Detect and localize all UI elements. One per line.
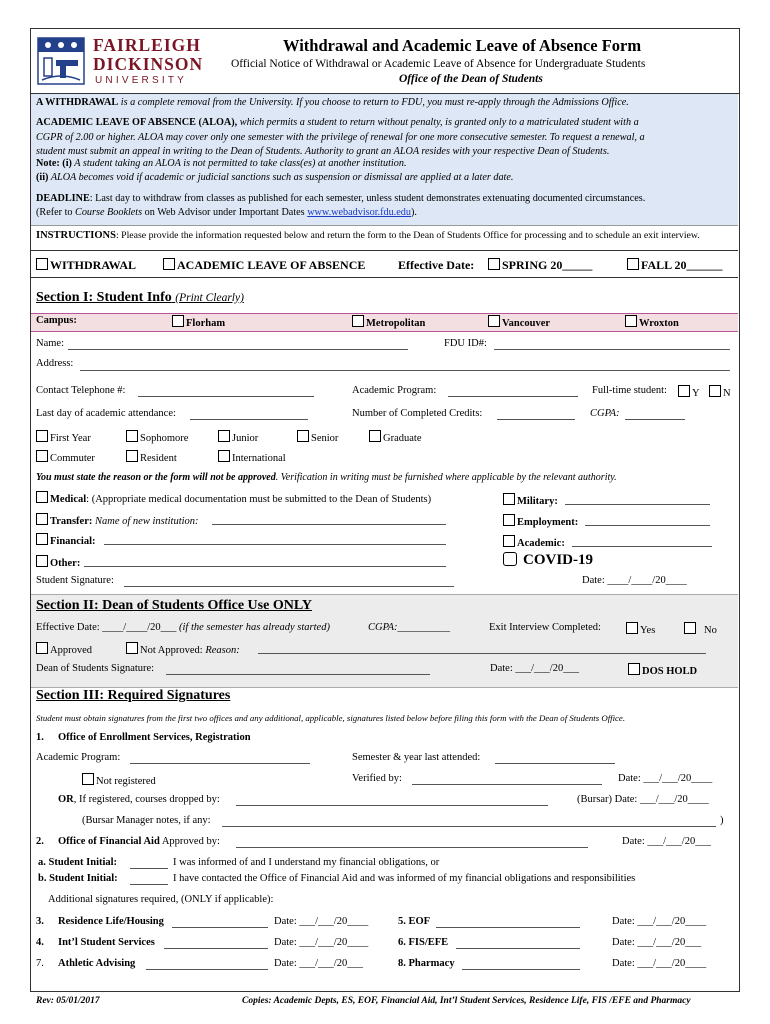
item1-number: 1. [36,732,44,743]
verified-field[interactable] [412,784,602,785]
transfer-checkbox[interactable] [36,513,48,525]
last-day-field[interactable] [190,419,308,420]
athletic-date[interactable]: Date: ___/___/20___ [274,958,363,969]
not-registered-checkbox[interactable] [82,773,94,785]
pharmacy-field[interactable] [462,969,580,970]
bursar-notes-close: ) [720,815,724,826]
residence-label: Residence Life/Housing [58,916,164,927]
effective-date-field[interactable]: Effective Date: ____/____/20___ (if the semester has already started) [36,622,330,633]
medical-option[interactable]: Medical: (Appropriate medical documentation must be submitted to the Dean of Students) [36,491,431,505]
student-signature-label: Student Signature: [36,575,114,586]
note-i: Note: (i) A student taking an ALOA is not permitted to take class(es) at another institution. [36,158,407,169]
student-signature-date[interactable]: Date: ____/____/20____ [582,575,687,586]
fis-efe-date[interactable]: Date: ___/___/20___ [612,937,701,948]
fdu-logo [36,36,86,91]
student-signature-field[interactable] [124,586,454,587]
copies-distribution: Copies: Academic Depts, ES, EOF, Financial Aid, Int’l Student Services, Residence Life, FIS /EFE and Pharmacy [242,996,691,1006]
credits-label: Number of Completed Credits: [352,408,483,419]
wroxton-option[interactable]: Wroxton [625,315,679,329]
revision-date: Rev: 05/01/2017 [36,996,100,1006]
dean-signature-field[interactable] [166,674,430,675]
fulltime-no[interactable]: N [709,385,731,399]
last-day-label: Last day of academic attendance: [36,408,176,419]
bursar-date[interactable]: (Bursar) Date: ___/___/20____ [577,794,709,805]
employment-field[interactable] [585,525,710,526]
cgpa-label: CGPA: [590,408,620,419]
address-label: Address: [36,358,74,369]
aloa-option[interactable]: ACADEMIC LEAVE OF ABSENCE [163,258,365,273]
junior-option[interactable]: Junior [218,430,258,444]
section2-title: Section II: Dean of Students Office Use ONLY [36,598,312,613]
financial-aid-approval-field[interactable] [236,847,588,848]
s3-academic-program-field[interactable] [130,763,310,764]
additional-signatures-label: Additional signatures required, (ONLY if applicable): [48,894,274,905]
form-subtitle: Official Notice of Withdrawal or Academic Leave of Absence for Undergraduate Students [231,58,646,70]
fulltime-label: Full-time student: [592,385,667,396]
resident-option[interactable]: Resident [126,450,177,464]
phone-field[interactable] [138,396,314,397]
semester-field[interactable] [495,763,615,764]
fulltime-yes[interactable]: Y [678,385,700,399]
dean-signature-date[interactable]: Date: ___/___/20___ [490,663,579,674]
eof-date[interactable]: Date: ___/___/20____ [612,916,707,927]
covid-checkbox[interactable] [503,552,517,566]
logo-line2: DICKINSON [93,54,204,74]
military-checkbox[interactable] [503,493,515,505]
vancouver-option[interactable]: Vancouver [488,315,550,329]
instructions: INSTRUCTIONS: Please provide the information requested below and return the form to the Dean of Students Office for processing and to schedule an exit interview. [36,230,700,241]
financial-field[interactable] [104,544,446,545]
fdu-id-field[interactable] [494,349,730,350]
junior-checkbox[interactable] [218,430,230,442]
webadvisor-link[interactable]: www.webadvisor.fdu.edu [307,207,411,218]
deadline-text: DEADLINE: Last day to withdraw from classes as published for each semester, unless student demonstrates extenuating documented circumstances. [36,193,646,204]
verified-label: Verified by: [352,773,402,784]
fall-checkbox[interactable] [627,258,639,270]
not-registered-option[interactable]: Not registered [82,773,156,787]
florham-checkbox[interactable] [172,315,184,327]
program-field[interactable] [448,396,578,397]
exit-yes-option[interactable]: Yes [626,622,655,636]
name-field[interactable] [68,349,408,350]
office-cgpa-field[interactable]: CGPA:__________ [368,622,451,633]
fall-option[interactable]: FALL 20______ [627,258,722,273]
dos-hold-checkbox[interactable] [628,663,640,675]
fis-efe-field[interactable] [456,948,580,949]
effective-date-label: Effective Date: [398,258,475,272]
residence-date[interactable]: Date: ___/___/20____ [274,916,369,927]
approved-option[interactable]: Approved [36,642,92,656]
vancouver-checkbox[interactable] [488,315,500,327]
academic-field[interactable] [572,546,712,547]
sophomore-option[interactable]: Sophomore [126,430,188,444]
section3-title: Section III: Required Signatures [36,688,231,703]
section1-title: Section I: Student Info (Print Clearly) [36,290,244,305]
financial-option[interactable]: Financial: [36,533,96,547]
first-year-checkbox[interactable] [36,430,48,442]
logo-line1: FAIRLEIGH [93,35,201,55]
exit-no-option[interactable]: No [684,622,717,636]
academic-option[interactable]: Academic: [503,535,565,549]
withdrawal-option[interactable]: WITHDRAWAL [36,258,136,273]
metropolitan-option[interactable]: Metropolitan [352,315,425,329]
campus-label: Campus: [36,315,77,326]
wroxton-checkbox[interactable] [625,315,637,327]
eof-field[interactable] [436,927,580,928]
dos-hold-option[interactable]: DOS HOLD [628,663,697,677]
international-checkbox[interactable] [218,450,230,462]
exit-interview-label: Exit Interview Completed: [489,622,601,633]
divider [31,277,738,278]
item2-number: 2. [36,836,44,847]
aloa-checkbox[interactable] [163,258,175,270]
not-approved-checkbox[interactable] [126,642,138,654]
initial-a-text: I was informed of and I understand my financial obligations, or [173,857,440,868]
phone-label: Contact Telephone #: [36,385,126,396]
commuter-option[interactable]: Commuter [36,450,95,464]
initial-b-field[interactable] [130,884,168,885]
resident-checkbox[interactable] [126,450,138,462]
university-crest-icon [36,36,86,86]
intl-label: Int’l Student Services [58,937,155,948]
item4-number: 4. [36,937,44,948]
financial-aid-date[interactable]: Date: ___/___/20___ [622,836,711,847]
covid-option[interactable]: COVID-19 [503,552,593,569]
note-ii: (ii) ALOA becomes void if academic or judicial sanctions such as suspension or dismissal are applied at a later date. [36,172,514,183]
fulltime-yes-checkbox[interactable] [678,385,690,397]
initial-a-label: a. Student Initial: [38,857,118,868]
other-option[interactable]: Other: [36,555,80,569]
initial-a-field[interactable] [130,868,168,869]
divider [31,250,738,251]
intl-field[interactable] [164,948,268,949]
bursar-notes-label: (Bursar Manager notes, if any: [82,815,211,826]
exit-yes-checkbox[interactable] [626,622,638,634]
graduate-option[interactable]: Graduate [369,430,421,444]
senior-option[interactable]: Senior [297,430,338,444]
verified-date[interactable]: Date: ___/___/20____ [618,773,713,784]
other-checkbox[interactable] [36,555,48,567]
spring-checkbox[interactable] [488,258,500,270]
military-option[interactable]: Military: [503,493,558,507]
financial-checkbox[interactable] [36,533,48,545]
name-label: Name: [36,338,64,349]
not-approved-option[interactable]: Not Approved: Reason: [126,642,240,656]
item2-title: Office of Financial Aid Approved by: [58,836,220,847]
graduate-checkbox[interactable] [369,430,381,442]
semester-label: Semester & year last attended: [352,752,481,763]
fis-efe-label: 6. FIS/EFE [398,937,449,948]
address-field[interactable] [80,370,730,371]
sophomore-checkbox[interactable] [126,430,138,442]
logo-line3: UNIVERSITY [95,75,188,86]
credits-field[interactable] [497,419,575,420]
initial-b-text: I have contacted the Office of Financial Aid and was informed of my financial obligations and responsibilities [173,873,636,884]
eof-label: 5. EOF [398,916,431,927]
initial-b-label: b. Student Initial: [38,873,118,884]
transfer-option[interactable]: Transfer: Name of new institution: [36,513,199,527]
dean-signature-label: Dean of Students Signature: [36,663,155,674]
item7-number: 7. [36,958,44,969]
employment-option[interactable]: Employment: [503,514,578,528]
office-name: Office of the Dean of Students [399,73,543,85]
bursar-notes-field[interactable] [222,826,716,827]
s3-academic-program-label: Academic Program: [36,752,121,763]
medical-checkbox[interactable] [36,491,48,503]
or-courses-dropped-label: OR, If registered, courses dropped by: [58,794,220,805]
fulltime-no-checkbox[interactable] [709,385,721,397]
florham-option[interactable]: Florham [172,315,225,329]
item3-number: 3. [36,916,44,927]
pharmacy-date[interactable]: Date: ___/___/20____ [612,958,707,969]
intl-date[interactable]: Date: ___/___/20____ [274,937,369,948]
athletic-label: Athletic Advising [58,958,136,969]
approved-checkbox[interactable] [36,642,48,654]
withdrawal-checkbox[interactable] [36,258,48,270]
withdrawal-definition: A WITHDRAWAL is a complete removal from the University. If you choose to return to FDU, you must re-apply through the Admissions Office. [36,97,629,108]
section3-intro: Student must obtain signatures from the first two offices and any additional, applicable, signatures listed below before filing this form with the Dean of Students Office. [36,713,626,723]
spring-option[interactable]: SPRING 20_____ [488,258,592,273]
military-field[interactable] [565,504,710,505]
employment-checkbox[interactable] [503,514,515,526]
first-year-option[interactable]: First Year [36,430,91,444]
transfer-field[interactable] [212,524,446,525]
aloa-line3: student must submit an appeal in writing to the Dean of Students. Authority to grant an ALOA resides with your respective Dean of Students. [36,146,610,157]
form-title: Withdrawal and Academic Leave of Absence Form [283,36,642,55]
international-option[interactable]: International [218,450,286,464]
fdu-id-label: FDU ID#: [444,338,487,349]
metropolitan-checkbox[interactable] [352,315,364,327]
commuter-checkbox[interactable] [36,450,48,462]
exit-no-checkbox[interactable] [684,622,696,634]
refer-text: (Refer to Course Booklets on Web Advisor under Important Dates www.webadvisor.fdu.edu). [36,207,417,218]
program-label: Academic Program: [352,385,437,396]
other-field[interactable] [84,566,446,567]
reason-instruction: You must state the reason or the form will not be approved. Verification in writing must be furnished where applicable by the relevant authority. [36,472,617,483]
courses-dropped-field[interactable] [236,805,548,806]
item1-title: Office of Enrollment Services, Registration [58,732,251,743]
cgpa-field[interactable] [625,419,685,420]
residence-field[interactable] [172,927,268,928]
aloa-line2: CGPR of 2.00 or higher. ALOA may cover only one semester with the privilege of renewal for one more consecutive semester. To request a renewal, a [36,132,645,143]
aloa-definition: ACADEMIC LEAVE OF ABSENCE (ALOA), which permits a student to return without penalty, is granted only to a matriculated student with a [36,117,639,128]
athletic-field[interactable] [146,969,268,970]
reason-field[interactable] [258,653,706,654]
academic-checkbox[interactable] [503,535,515,547]
pharmacy-label: 8. Pharmacy [398,958,455,969]
senior-checkbox[interactable] [297,430,309,442]
